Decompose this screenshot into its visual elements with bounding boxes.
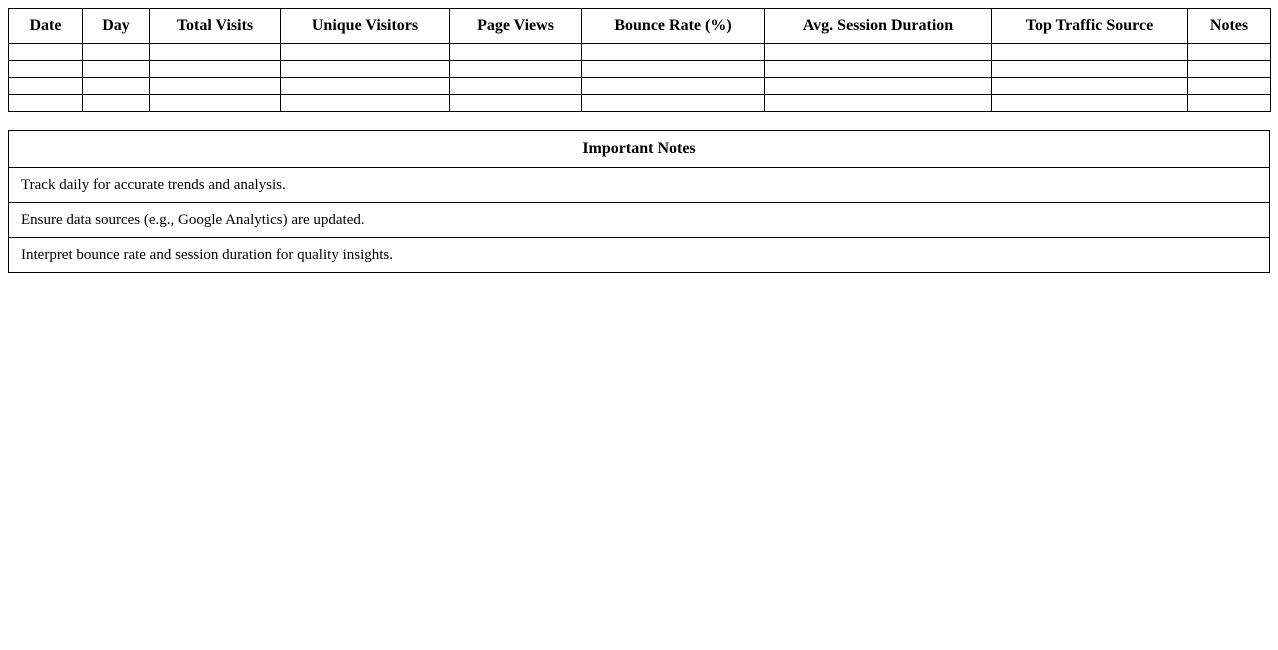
note-item: Interpret bounce rate and session duration for quality insights. — [9, 238, 1270, 273]
column-header-day: Day — [83, 9, 150, 44]
table-cell[interactable] — [765, 44, 992, 61]
table-cell[interactable] — [582, 78, 765, 95]
important-notes-table — [8, 130, 1270, 273]
table-cell[interactable] — [1188, 61, 1271, 78]
note-row — [9, 238, 1270, 273]
table-row — [9, 78, 1271, 95]
table-cell[interactable] — [83, 78, 150, 95]
table-row — [9, 61, 1271, 78]
column-header-top-traffic-source: Top Traffic Source — [992, 9, 1188, 44]
table-cell[interactable] — [150, 44, 281, 61]
table-row — [9, 44, 1271, 61]
table-cell[interactable] — [150, 95, 281, 112]
table-cell[interactable] — [582, 44, 765, 61]
header-row — [9, 9, 1271, 44]
table-row — [9, 95, 1271, 112]
table-cell[interactable] — [992, 78, 1188, 95]
table-cell[interactable] — [9, 44, 83, 61]
table-cell[interactable] — [450, 44, 582, 61]
column-header-bounce-rate: Bounce Rate (%) — [582, 9, 765, 44]
table-cell[interactable] — [281, 61, 450, 78]
table-cell[interactable] — [9, 61, 83, 78]
column-header-notes: Notes — [1188, 9, 1271, 44]
table-cell[interactable] — [281, 44, 450, 61]
table-cell[interactable] — [450, 95, 582, 112]
table-cell[interactable] — [1188, 95, 1271, 112]
column-header-page-views: Page Views — [450, 9, 582, 44]
table-cell[interactable] — [992, 95, 1188, 112]
table-cell[interactable] — [150, 61, 281, 78]
table-cell[interactable] — [9, 95, 83, 112]
sheet — [8, 8, 1270, 273]
table-cell[interactable] — [450, 78, 582, 95]
table-cell[interactable] — [281, 95, 450, 112]
table-cell[interactable] — [765, 95, 992, 112]
note-item: Track daily for accurate trends and analysis. — [9, 168, 1270, 203]
table-cell[interactable] — [765, 61, 992, 78]
table-cell[interactable] — [83, 44, 150, 61]
table-cell[interactable] — [992, 61, 1188, 78]
table-cell[interactable] — [582, 61, 765, 78]
table-cell[interactable] — [83, 61, 150, 78]
table-cell[interactable] — [582, 95, 765, 112]
table-cell[interactable] — [83, 95, 150, 112]
table-cell[interactable] — [281, 78, 450, 95]
table-cell[interactable] — [992, 44, 1188, 61]
traffic-tracker-table — [8, 8, 1271, 112]
table-cell[interactable] — [1188, 44, 1271, 61]
notes-header-row — [9, 131, 1270, 168]
column-header-unique-visitors: Unique Visitors — [281, 9, 450, 44]
table-cell[interactable] — [9, 78, 83, 95]
table-cell[interactable] — [1188, 78, 1271, 95]
column-header-total-visits: Total Visits — [150, 9, 281, 44]
note-item: Ensure data sources (e.g., Google Analytics) are updated. — [9, 203, 1270, 238]
notes-title: Important Notes — [9, 131, 1270, 168]
note-row — [9, 203, 1270, 238]
table-cell[interactable] — [765, 78, 992, 95]
table-cell[interactable] — [450, 61, 582, 78]
column-header-date: Date — [9, 9, 83, 44]
column-header-avg-session-duration: Avg. Session Duration — [765, 9, 992, 44]
note-row — [9, 168, 1270, 203]
table-cell[interactable] — [150, 78, 281, 95]
